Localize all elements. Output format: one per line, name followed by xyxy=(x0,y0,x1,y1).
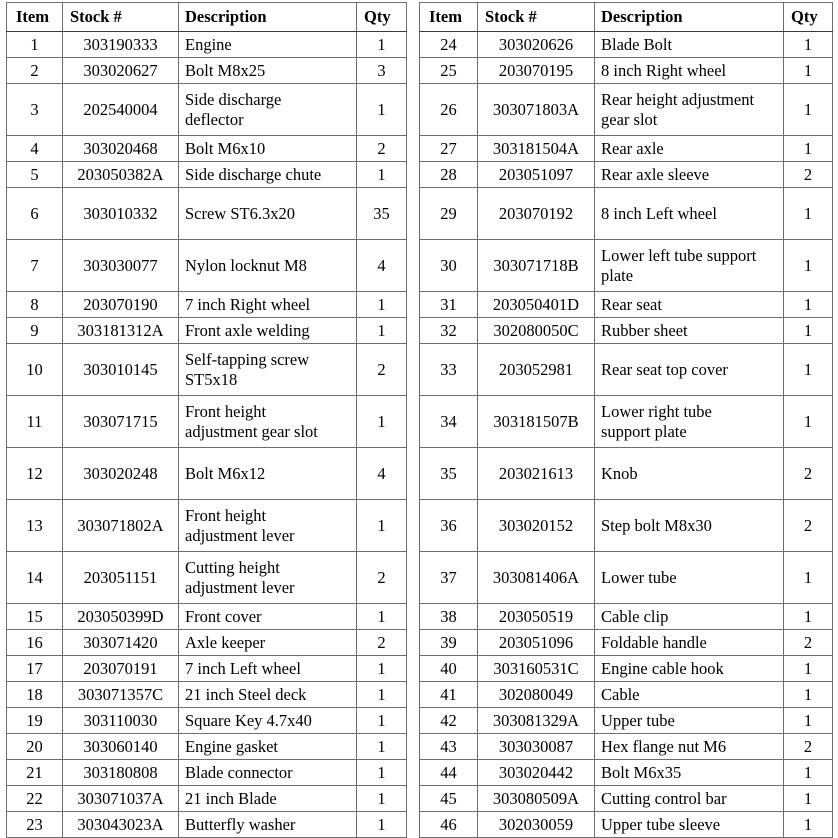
cell-item: 39 xyxy=(420,630,478,656)
cell-qty: 1 xyxy=(784,812,833,838)
cell-item: 31 xyxy=(420,292,478,318)
cell-stock-number: 303110030 xyxy=(63,708,179,734)
table-row xyxy=(420,344,833,396)
cell-stock-number: 203070191 xyxy=(63,656,179,682)
cell-item: 16 xyxy=(7,630,63,656)
description-line: ST5x18 xyxy=(185,369,238,389)
column-header-item: Item xyxy=(420,3,478,32)
cell-qty: 1 xyxy=(784,318,833,344)
cell-qty: 2 xyxy=(357,630,407,656)
cell-stock-number: 302080050C xyxy=(478,318,595,344)
table-row xyxy=(420,318,833,344)
table-row xyxy=(420,32,833,58)
cell-qty: 1 xyxy=(784,708,833,734)
cell-stock-number: 303071715 xyxy=(63,396,179,448)
cell-description: Step bolt M8x30 xyxy=(595,500,784,552)
column-header-qty: Qty xyxy=(784,3,833,32)
right-table-container xyxy=(406,0,838,838)
cell-item: 15 xyxy=(7,604,63,630)
cell-item: 40 xyxy=(420,656,478,682)
cell-qty: 1 xyxy=(357,500,407,552)
table-row xyxy=(7,552,407,604)
cell-stock-number: 203052981 xyxy=(478,344,595,396)
description-line: Lower right tube xyxy=(601,402,712,422)
description-line: adjustment gear slot xyxy=(185,421,318,441)
description-line: Cutting height xyxy=(185,558,280,578)
table-row xyxy=(7,448,407,500)
cell-description: Rear axle xyxy=(595,136,784,162)
table-row xyxy=(420,500,833,552)
cell-item: 24 xyxy=(420,32,478,58)
cell-item: 4 xyxy=(7,136,63,162)
cell-stock-number: 303190333 xyxy=(63,32,179,58)
cell-qty: 2 xyxy=(784,162,833,188)
column-header-stock: Stock # xyxy=(478,3,595,32)
cell-qty: 1 xyxy=(357,760,407,786)
cell-description: 21 inch Blade xyxy=(179,786,357,812)
cell-qty: 2 xyxy=(357,344,407,396)
cell-item: 2 xyxy=(7,58,63,84)
left-table-container xyxy=(0,0,406,838)
cell-item: 14 xyxy=(7,552,63,604)
cell-item: 36 xyxy=(420,500,478,552)
table-row xyxy=(7,656,407,682)
right-table-body xyxy=(420,32,833,838)
table-row xyxy=(420,136,833,162)
cell-stock-number: 302030059 xyxy=(478,812,595,838)
cell-description xyxy=(179,500,357,552)
cell-description: Cable xyxy=(595,682,784,708)
cell-qty: 1 xyxy=(357,656,407,682)
cell-stock-number: 203050399D xyxy=(63,604,179,630)
column-header-description: Description xyxy=(595,3,784,32)
cell-description: Hex flange nut M6 xyxy=(595,734,784,760)
table-row xyxy=(7,240,407,292)
cell-description: Screw ST6.3x20 xyxy=(179,188,357,240)
description-line: Rear height adjustment xyxy=(601,90,755,110)
cell-qty: 1 xyxy=(357,162,407,188)
table-row xyxy=(7,188,407,240)
table-row xyxy=(420,448,833,500)
cell-item: 29 xyxy=(420,188,478,240)
cell-stock-number: 303071802A xyxy=(63,500,179,552)
cell-description: Axle keeper xyxy=(179,630,357,656)
table-row xyxy=(420,240,833,292)
table-row xyxy=(420,84,833,136)
cell-description: Butterfly washer xyxy=(179,812,357,838)
cell-description: Rear seat top cover xyxy=(595,344,784,396)
table-row xyxy=(7,604,407,630)
table-row xyxy=(7,84,407,136)
cell-stock-number: 303020248 xyxy=(63,448,179,500)
cell-description xyxy=(595,84,784,136)
cell-item: 38 xyxy=(420,604,478,630)
cell-description: Engine xyxy=(179,32,357,58)
cell-item: 19 xyxy=(7,708,63,734)
cell-qty: 1 xyxy=(357,396,407,448)
cell-item: 12 xyxy=(7,448,63,500)
cell-stock-number: 303030077 xyxy=(63,240,179,292)
cell-item: 7 xyxy=(7,240,63,292)
cell-description: Bolt M6x10 xyxy=(179,136,357,162)
cell-description xyxy=(595,396,784,448)
cell-stock-number: 302080049 xyxy=(478,682,595,708)
right-parts-table xyxy=(419,2,833,838)
cell-item: 5 xyxy=(7,162,63,188)
cell-description: Bolt M8x25 xyxy=(179,58,357,84)
table-row xyxy=(420,58,833,84)
table-row xyxy=(420,396,833,448)
cell-item: 20 xyxy=(7,734,63,760)
cell-item: 43 xyxy=(420,734,478,760)
cell-description: Cutting control bar xyxy=(595,786,784,812)
cell-description: Blade Bolt xyxy=(595,32,784,58)
cell-description: 7 inch Right wheel xyxy=(179,292,357,318)
cell-qty: 1 xyxy=(357,734,407,760)
table-row xyxy=(7,734,407,760)
table-row xyxy=(7,682,407,708)
cell-stock-number: 303180808 xyxy=(63,760,179,786)
cell-qty: 2 xyxy=(784,500,833,552)
table-row xyxy=(420,760,833,786)
table-row xyxy=(420,786,833,812)
cell-description: Rubber sheet xyxy=(595,318,784,344)
cell-qty: 1 xyxy=(357,682,407,708)
cell-item: 34 xyxy=(420,396,478,448)
cell-qty: 1 xyxy=(357,786,407,812)
table-row xyxy=(420,630,833,656)
cell-stock-number: 303080509A xyxy=(478,786,595,812)
table-row xyxy=(7,292,407,318)
table-row xyxy=(420,552,833,604)
cell-stock-number: 303071357C xyxy=(63,682,179,708)
description-line: adjustment lever xyxy=(185,525,295,545)
table-row xyxy=(7,760,407,786)
cell-qty: 2 xyxy=(784,448,833,500)
cell-description: Front cover xyxy=(179,604,357,630)
cell-qty: 1 xyxy=(357,32,407,58)
cell-item: 27 xyxy=(420,136,478,162)
cell-stock-number: 203070190 xyxy=(63,292,179,318)
cell-qty: 1 xyxy=(357,812,407,838)
cell-description: Upper tube sleeve xyxy=(595,812,784,838)
table-row xyxy=(420,812,833,838)
cell-stock-number: 303010145 xyxy=(63,344,179,396)
cell-item: 8 xyxy=(7,292,63,318)
cell-item: 46 xyxy=(420,812,478,838)
cell-qty: 1 xyxy=(784,396,833,448)
table-row xyxy=(7,318,407,344)
cell-description: Side discharge chute xyxy=(179,162,357,188)
left-table-header xyxy=(7,3,407,32)
column-header-qty: Qty xyxy=(357,3,407,32)
table-row xyxy=(420,708,833,734)
table-row xyxy=(420,162,833,188)
cell-item: 10 xyxy=(7,344,63,396)
cell-stock-number: 203021613 xyxy=(478,448,595,500)
right-table-header xyxy=(420,3,833,32)
cell-stock-number: 303181312A xyxy=(63,318,179,344)
cell-stock-number: 303081406A xyxy=(478,552,595,604)
cell-qty: 1 xyxy=(357,708,407,734)
cell-qty: 2 xyxy=(357,136,407,162)
cell-stock-number: 303020468 xyxy=(63,136,179,162)
cell-stock-number: 203051097 xyxy=(478,162,595,188)
cell-stock-number: 203051096 xyxy=(478,630,595,656)
cell-stock-number: 203050519 xyxy=(478,604,595,630)
table-row xyxy=(420,734,833,760)
cell-item: 3 xyxy=(7,84,63,136)
cell-item: 23 xyxy=(7,812,63,838)
table-row xyxy=(7,162,407,188)
table-row xyxy=(7,344,407,396)
cell-stock-number: 203070195 xyxy=(478,58,595,84)
description-line: adjustment lever xyxy=(185,577,295,597)
left-table-body xyxy=(7,32,407,838)
cell-item: 30 xyxy=(420,240,478,292)
cell-item: 1 xyxy=(7,32,63,58)
cell-qty: 1 xyxy=(784,188,833,240)
cell-stock-number: 303020626 xyxy=(478,32,595,58)
table-row xyxy=(7,136,407,162)
cell-item: 28 xyxy=(420,162,478,188)
cell-stock-number: 303181504A xyxy=(478,136,595,162)
cell-stock-number: 203051151 xyxy=(63,552,179,604)
table-row xyxy=(420,682,833,708)
cell-qty: 1 xyxy=(357,292,407,318)
column-header-stock: Stock # xyxy=(63,3,179,32)
cell-description xyxy=(179,552,357,604)
table-row xyxy=(420,292,833,318)
table-row xyxy=(420,656,833,682)
table-row xyxy=(7,396,407,448)
cell-description xyxy=(595,240,784,292)
cell-stock-number: 303020627 xyxy=(63,58,179,84)
cell-item: 9 xyxy=(7,318,63,344)
cell-qty: 4 xyxy=(357,448,407,500)
cell-stock-number: 202540004 xyxy=(63,84,179,136)
cell-description: Upper tube xyxy=(595,708,784,734)
cell-stock-number: 303020442 xyxy=(478,760,595,786)
cell-stock-number: 303071803A xyxy=(478,84,595,136)
cell-qty: 1 xyxy=(784,292,833,318)
cell-stock-number: 303181507B xyxy=(478,396,595,448)
cell-qty: 1 xyxy=(784,786,833,812)
description-line: deflector xyxy=(185,109,244,129)
cell-item: 22 xyxy=(7,786,63,812)
cell-qty: 2 xyxy=(357,552,407,604)
table-row xyxy=(420,188,833,240)
cell-stock-number: 303010332 xyxy=(63,188,179,240)
cell-description: Front axle welding xyxy=(179,318,357,344)
cell-description: 8 inch Right wheel xyxy=(595,58,784,84)
cell-description: Lower tube xyxy=(595,552,784,604)
cell-description: Rear axle sleeve xyxy=(595,162,784,188)
cell-stock-number: 303043023A xyxy=(63,812,179,838)
cell-stock-number: 303071718B xyxy=(478,240,595,292)
cell-qty: 1 xyxy=(784,240,833,292)
cell-qty: 2 xyxy=(784,734,833,760)
description-line: plate xyxy=(601,265,634,285)
description-line: Lower left tube support xyxy=(601,246,757,266)
cell-qty: 1 xyxy=(784,656,833,682)
cell-item: 18 xyxy=(7,682,63,708)
cell-description: Cable clip xyxy=(595,604,784,630)
cell-item: 33 xyxy=(420,344,478,396)
cell-item: 35 xyxy=(420,448,478,500)
cell-item: 37 xyxy=(420,552,478,604)
cell-qty: 1 xyxy=(784,552,833,604)
cell-description: Engine cable hook xyxy=(595,656,784,682)
cell-description: 8 inch Left wheel xyxy=(595,188,784,240)
cell-item: 32 xyxy=(420,318,478,344)
cell-description: Bolt M6x35 xyxy=(595,760,784,786)
cell-item: 21 xyxy=(7,760,63,786)
cell-stock-number: 303020152 xyxy=(478,500,595,552)
cell-description: Nylon locknut M8 xyxy=(179,240,357,292)
cell-stock-number: 203050382A xyxy=(63,162,179,188)
cell-item: 44 xyxy=(420,760,478,786)
cell-stock-number: 303060140 xyxy=(63,734,179,760)
cell-item: 42 xyxy=(420,708,478,734)
cell-description: Rear seat xyxy=(595,292,784,318)
cell-qty: 1 xyxy=(784,32,833,58)
description-line: Self-tapping screw xyxy=(185,350,310,370)
column-header-item: Item xyxy=(7,3,63,32)
column-header-description: Description xyxy=(179,3,357,32)
cell-description: Foldable handle xyxy=(595,630,784,656)
cell-qty: 4 xyxy=(357,240,407,292)
description-line: support plate xyxy=(601,421,687,441)
left-parts-table xyxy=(6,2,407,838)
table-row xyxy=(7,786,407,812)
cell-qty: 1 xyxy=(784,136,833,162)
table-row xyxy=(7,630,407,656)
cell-qty: 1 xyxy=(357,318,407,344)
cell-qty: 1 xyxy=(784,682,833,708)
table-row xyxy=(7,812,407,838)
cell-stock-number: 203050401D xyxy=(478,292,595,318)
table-row xyxy=(7,58,407,84)
cell-description: 21 inch Steel deck xyxy=(179,682,357,708)
cell-item: 41 xyxy=(420,682,478,708)
cell-stock-number: 303071420 xyxy=(63,630,179,656)
cell-item: 26 xyxy=(420,84,478,136)
cell-stock-number: 303081329A xyxy=(478,708,595,734)
cell-qty: 1 xyxy=(784,760,833,786)
table-row xyxy=(7,500,407,552)
cell-description: Bolt M6x12 xyxy=(179,448,357,500)
cell-qty: 35 xyxy=(357,188,407,240)
cell-description xyxy=(179,396,357,448)
cell-item: 25 xyxy=(420,58,478,84)
description-line: Front height xyxy=(185,402,267,422)
cell-qty: 1 xyxy=(357,84,407,136)
cell-description: 7 inch Left wheel xyxy=(179,656,357,682)
cell-description: Blade connector xyxy=(179,760,357,786)
cell-qty: 2 xyxy=(784,630,833,656)
cell-qty: 3 xyxy=(357,58,407,84)
cell-qty: 1 xyxy=(784,58,833,84)
cell-description: Engine gasket xyxy=(179,734,357,760)
cell-qty: 1 xyxy=(784,604,833,630)
description-line: gear slot xyxy=(601,109,658,129)
cell-item: 45 xyxy=(420,786,478,812)
description-line: Front height xyxy=(185,506,267,526)
cell-description xyxy=(179,344,357,396)
cell-description: Knob xyxy=(595,448,784,500)
cell-qty: 1 xyxy=(784,84,833,136)
header-row xyxy=(420,3,833,32)
cell-item: 6 xyxy=(7,188,63,240)
cell-item: 17 xyxy=(7,656,63,682)
cell-stock-number: 303160531C xyxy=(478,656,595,682)
header-row xyxy=(7,3,407,32)
table-row xyxy=(420,604,833,630)
cell-qty: 1 xyxy=(357,604,407,630)
cell-description: Square Key 4.7x40 xyxy=(179,708,357,734)
table-row xyxy=(7,32,407,58)
description-line: Side discharge xyxy=(185,90,282,110)
cell-stock-number: 303030087 xyxy=(478,734,595,760)
table-row xyxy=(7,708,407,734)
cell-stock-number: 303071037A xyxy=(63,786,179,812)
cell-item: 13 xyxy=(7,500,63,552)
cell-description xyxy=(179,84,357,136)
cell-stock-number: 203070192 xyxy=(478,188,595,240)
cell-item: 11 xyxy=(7,396,63,448)
cell-qty: 1 xyxy=(784,344,833,396)
